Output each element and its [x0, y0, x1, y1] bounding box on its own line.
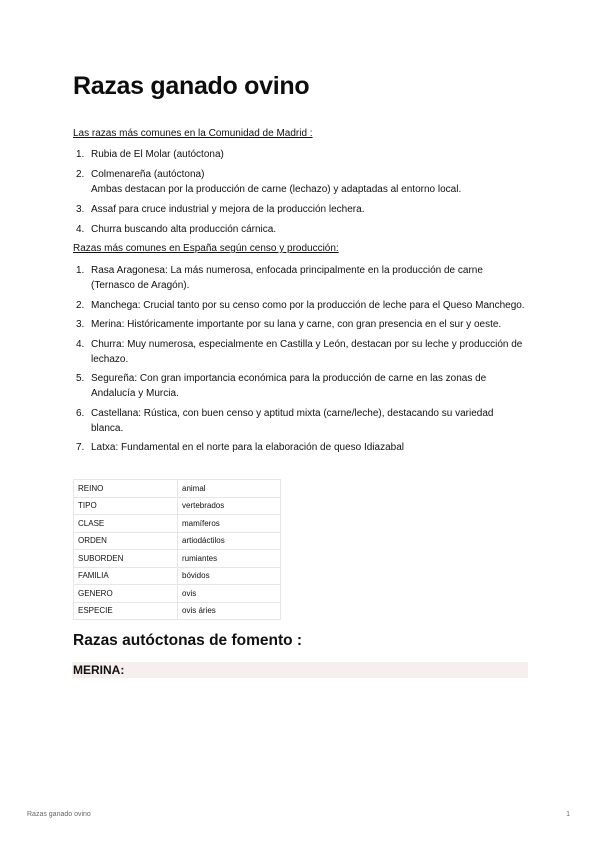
list-item-text: Ambas destacan por la producción de carne (lechazo) y adaptadas al entorno local.: [91, 184, 462, 195]
table-row: [74, 532, 281, 550]
list-item-text: Assaf para cruce industrial y mejora de la producción lechera.: [91, 204, 365, 215]
taxonomy-value: mamíferos: [178, 515, 281, 533]
madrid-list-item: [73, 167, 528, 197]
taxonomy-value: vertebrados: [178, 497, 281, 515]
spain-heading: Razas más comunes en España según censo y producción:: [73, 243, 339, 254]
list-number: 1.: [76, 265, 85, 276]
list-number: 7.: [76, 442, 85, 453]
taxonomy-rank: ESPECIE: [74, 602, 178, 620]
list-number: 3.: [76, 319, 85, 330]
list-item-text: Rubia de El Molar (autóctona): [91, 149, 224, 160]
list-item-text: Merina: Históricamente importante por su lana y carne, con gran presencia en el sur y oeste.: [91, 319, 502, 330]
taxonomy-rank: CLASE: [74, 515, 178, 533]
list-number: 6.: [76, 407, 85, 419]
madrid-heading: Las razas más comunes en la Comunidad de Madrid :: [73, 128, 313, 139]
table-row: [74, 567, 281, 585]
list-item-text: Rasa Aragonesa: La más numerosa, enfocada principalmente en la producción de carne (Ternasco de Aragón).: [91, 265, 483, 291]
spain-list: [73, 263, 528, 460]
list-number: 5.: [76, 373, 85, 384]
taxonomy-rank: TIPO: [74, 497, 178, 515]
madrid-list-item: [73, 202, 528, 217]
list-item-text: Manchega: Crucial tanto por su censo como por la producción de leche para el Queso Manchego.: [91, 299, 525, 311]
list-number: 2.: [76, 169, 85, 180]
spain-list-item: [73, 371, 528, 401]
spain-list-item: [73, 337, 528, 367]
taxonomy-value: rumiantes: [178, 550, 281, 568]
list-number: 3.: [76, 204, 85, 215]
taxonomy-value: bóvidos: [178, 567, 281, 585]
spain-list-item: [73, 317, 528, 332]
list-item-text: Segureña: Con gran importancia económica para la producción de carne en las zonas de Andalucía y Murcia.: [91, 373, 487, 399]
taxonomy-value: animal: [178, 480, 281, 498]
spain-list-item: [73, 440, 528, 455]
madrid-list-item: [73, 222, 528, 237]
taxonomy-rank: REINO: [74, 480, 178, 498]
list-item-text: Churra buscando alta producción cárnica.: [91, 224, 277, 235]
list-item-text: Churra: Muy numerosa, especialmente en Castilla y León, destacan por su leche y producción de lechazo.: [91, 338, 523, 365]
spain-list-item: [73, 406, 528, 436]
madrid-list-item: [73, 147, 528, 162]
table-row: [74, 602, 281, 620]
table-row: [74, 550, 281, 568]
madrid-list: [73, 147, 528, 242]
footer-page-number: 1: [566, 811, 570, 818]
list-number: 4.: [76, 224, 85, 235]
spain-list-item: [73, 298, 528, 313]
list-number: 1.: [76, 149, 85, 160]
list-item-text: Castellana: Rústica, con buen censo y aptitud mixta (carne/leche), destacando su variedad blanca.: [91, 407, 494, 434]
taxonomy-rank: SUBORDEN: [74, 550, 178, 568]
taxonomy-value: ovis: [178, 585, 281, 603]
list-number: 2.: [76, 299, 85, 311]
merina-heading: MERINA:: [72, 662, 528, 678]
table-row: [74, 480, 281, 498]
taxonomy-rank: FAMILIA: [74, 567, 178, 585]
list-item-text: Colmenareña (autóctona): [91, 169, 205, 180]
footer-doc-name: Razas ganado ovino: [27, 811, 91, 818]
taxonomy-value: ovis áries: [178, 602, 281, 620]
list-number: 4.: [76, 338, 85, 350]
taxonomy-rank: GENERO: [74, 585, 178, 603]
spain-list-item: [73, 263, 528, 293]
table-row: [74, 497, 281, 515]
taxonomy-value: artiodáctilos: [178, 532, 281, 550]
subtitle: Razas autóctonas de fomento :: [73, 632, 303, 649]
list-item-text: Latxa: Fundamental en el norte para la elaboración de queso Idiazabal: [91, 442, 404, 453]
taxonomy-rank: ORDEN: [74, 532, 178, 550]
taxonomy-table: [73, 479, 281, 620]
table-row: [74, 515, 281, 533]
page-title: Razas ganado ovino: [73, 72, 310, 100]
table-row: [74, 585, 281, 603]
